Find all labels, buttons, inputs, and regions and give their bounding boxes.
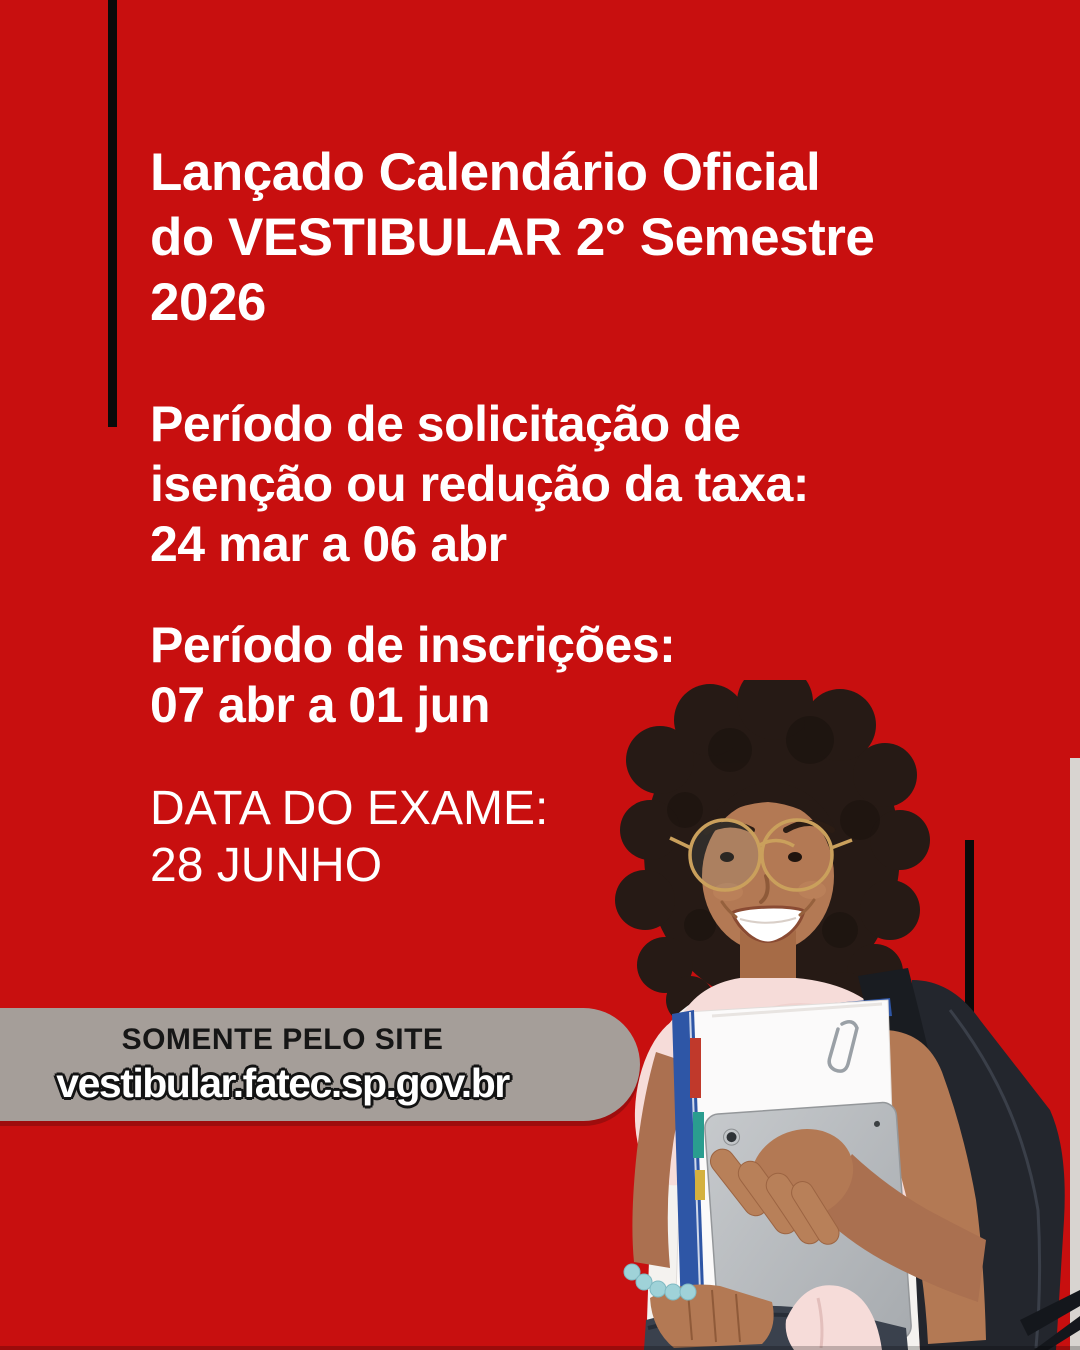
banner-label: SOMENTE PELO SITE [121,1023,444,1056]
site-banner [0,1008,640,1121]
inscricoes-line-2: 07 abr a 01 jun [150,677,490,733]
exame-line-2: 28 JUNHO [150,839,383,892]
banner-url: vestibular.fatec.sp.gov.br [56,1060,509,1106]
poster-title [150,140,874,335]
photo-wall-sliver [1070,758,1080,1350]
title-line-3: 2026 [150,273,266,332]
title-line-1: Lançado Calendário Oficial [150,143,821,202]
isencao-line-3: 24 mar a 06 abr [150,516,507,572]
title-line-2: do VESTIBULAR 2° Semestre [150,208,875,267]
left-accent-bar [108,0,117,427]
student-photo [590,680,1080,1350]
eye-right [788,852,802,862]
exame-line-1: DATA DO EXAME: [150,782,549,835]
bottom-edge-shade [0,1346,1080,1350]
section-exame [150,780,548,894]
inscricoes-line-1: Período de inscrições: [150,617,676,673]
site-banner-inner [0,1008,565,1106]
isencao-line-2: isenção ou redução da taxa: [150,456,809,512]
isencao-line-1: Período de solicitação de [150,396,741,452]
section-isencao [150,394,809,574]
